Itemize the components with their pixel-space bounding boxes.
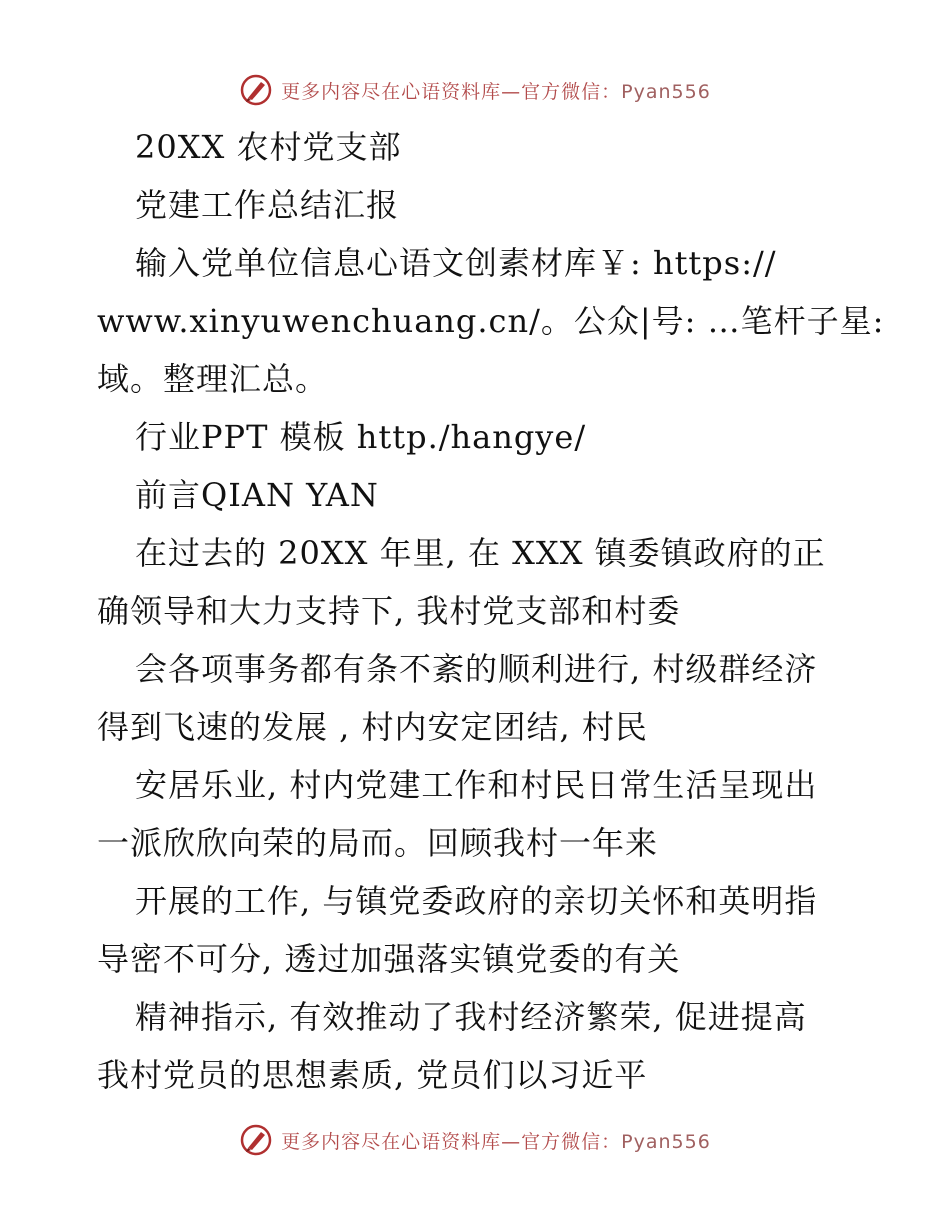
paragraph-line: 在过去的 20XX 年里, 在 XXX 镇委镇政府的正 [135, 534, 826, 572]
paragraph-line: 精神指示, 有效推动了我村经济繁荣, 促进提高 [135, 998, 807, 1036]
paragraph-line: 行业PPT 模板 http./hangye/ [135, 418, 587, 456]
paragraph-line: 开展的工作, 与镇党委政府的亲切关怀和英明指 [135, 882, 818, 920]
footer-banner [0, 1120, 950, 1160]
paragraph-line: 得到飞速的发展 , 村内安定团结, 村民 [97, 708, 648, 746]
doc-title-line-2: 党建工作总结汇报 [135, 186, 400, 224]
paragraph-line: 域。整理汇总。 [97, 360, 329, 398]
banner-wechat-id: Pyan556 [621, 1130, 711, 1153]
pen-logo-icon [239, 73, 273, 107]
header-banner [0, 70, 950, 110]
banner-wechat-id: Pyan556 [621, 80, 711, 103]
pen-logo-icon [239, 1123, 273, 1157]
paragraph-line: www.xinyuwenchuang.cn/。公众|号: …笔杆子星: [97, 302, 885, 340]
paragraph-line: 导密不可分, 透过加强落实镇党委的有关 [97, 940, 681, 978]
paragraph-line: 会各项事务都有条不紊的顺利进行, 村级群经济 [135, 650, 818, 688]
paragraph-line: 输入党单位信息心语文创素材库￥: https:// [135, 244, 777, 282]
banner-text: 更多内容尽在心语资料库—官方微信：Pyan556 [281, 1130, 711, 1153]
paragraph-line: 确领导和大力支持下, 我村党支部和村委 [97, 592, 681, 630]
banner-text: 更多内容尽在心语资料库—官方微信：Pyan556 [281, 80, 711, 103]
paragraph-line: 安居乐业, 村内党建工作和村民日常生活呈现出 [135, 766, 818, 804]
doc-title-line-1: 20XX 农村党支部 [135, 128, 402, 166]
section-heading: 前言QIAN YAN [135, 476, 379, 514]
document-body [97, 118, 885, 1104]
paragraph-line: 一派欣欣向荣的局而。回顾我村一年来 [97, 824, 659, 862]
paragraph-line: 我村党员的思想素质, 党员们以习近平 [97, 1056, 648, 1094]
